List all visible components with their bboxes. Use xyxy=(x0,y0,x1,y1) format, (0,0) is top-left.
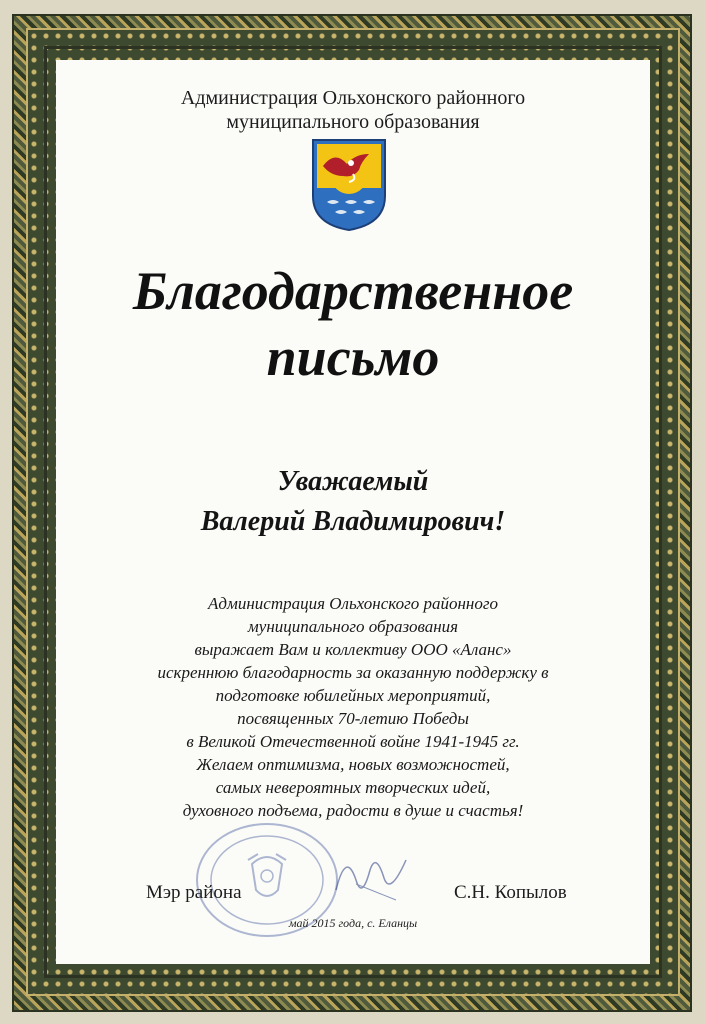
title-line-1: Благодарственное xyxy=(132,261,574,321)
coat-of-arms-icon xyxy=(309,136,389,232)
date-and-place: май 2015 года, с. Еланцы xyxy=(288,916,418,930)
body-line: выражает Вам и коллективу ООО «Аланс» xyxy=(194,640,512,659)
body-line: подготовке юбилейных мероприятий, xyxy=(215,686,491,705)
salutation-line-2: Валерий Владимирович! xyxy=(200,506,506,537)
body-line: в Великой Отечественной войне 1941-1945 гг. xyxy=(186,732,520,751)
issuer-header xyxy=(56,86,650,134)
salutation xyxy=(56,462,650,542)
paper-sheet xyxy=(56,60,650,964)
signatory-position: Мэр района xyxy=(146,882,242,903)
letter-body xyxy=(86,592,620,822)
body-line: искреннюю благодарность за оказанную поддержку в xyxy=(157,663,549,682)
salutation-line-1: Уважаемый xyxy=(277,466,429,497)
body-line: посвященных 70-летию Победы xyxy=(237,709,469,728)
body-line: духовного подъема, радости в душе и счастья! xyxy=(182,801,524,820)
document-title xyxy=(56,258,650,390)
handwritten-signature xyxy=(326,840,416,910)
issuer-line-2: муниципального образования xyxy=(226,111,480,133)
signatory-name: С.Н. Копылов xyxy=(454,882,567,903)
title-line-2: письмо xyxy=(266,327,440,387)
body-line: Администрация Ольхонского районного xyxy=(208,594,498,613)
issuer-line-1: Администрация Ольхонского районного xyxy=(180,87,526,109)
body-line: Желаем оптимизма, новых возможностей, xyxy=(196,755,510,774)
body-line: муниципального образования xyxy=(247,617,459,636)
body-line: самых невероятных творческих идей, xyxy=(215,778,491,797)
